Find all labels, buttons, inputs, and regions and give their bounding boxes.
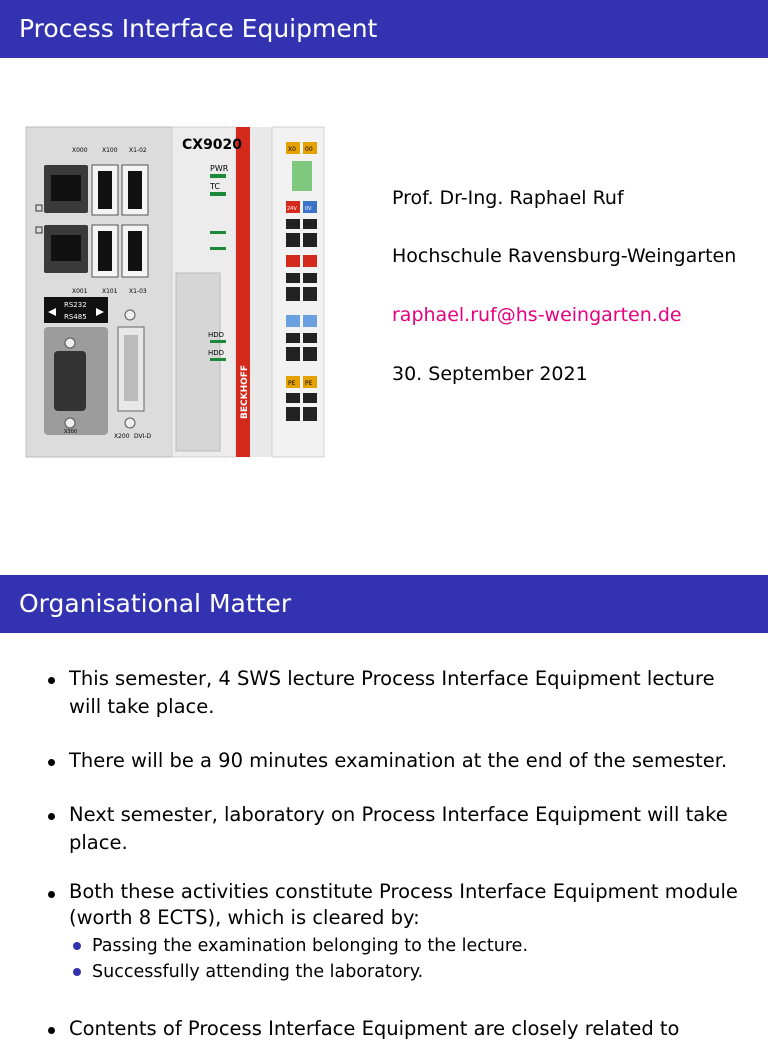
- bullet-text: Contents of Process Interface Equipment are closely related to: [69, 1017, 680, 1040]
- slide-title: Organisational Matter: [0, 575, 768, 633]
- sub-bullet-icon: [73, 942, 81, 950]
- bullet-text: Both these activities constitute Process Interface Equipment module (worth 8 ECTS), which is cleared by:: [69, 880, 738, 929]
- bullet-icon: [48, 1027, 55, 1034]
- label-x000: X000: [72, 147, 88, 154]
- plc-device-image: [26, 127, 324, 459]
- bullet-icon: [48, 813, 55, 820]
- label-x200: X200: [114, 433, 130, 440]
- brand-label: BECKHOFF: [240, 364, 250, 419]
- label-dvid: DVI-D: [134, 433, 152, 440]
- list-item: [46, 801, 752, 857]
- label-tc: TC: [210, 182, 221, 191]
- bullet-text: Next semester, laboratory on Process Interface Equipment will take place.: [69, 803, 728, 854]
- label-x103: X1-03: [129, 288, 147, 295]
- list-item: [46, 665, 752, 721]
- label-hdd-2: HDD: [208, 349, 225, 357]
- list-item: [46, 879, 752, 985]
- label-x100: X100: [102, 147, 118, 154]
- terminal-24v: 24V: [287, 206, 297, 212]
- sub-bullet-text: Passing the examination belonging to the lecture.: [92, 936, 529, 956]
- label-x102: X1-02: [129, 147, 147, 154]
- slide-title: Process Interface Equipment: [0, 0, 768, 58]
- label-rs485: RS485: [64, 313, 87, 321]
- bullet-text: There will be a 90 minutes examination at the end of the semester.: [69, 749, 728, 772]
- terminal-pe-2: PE: [305, 380, 313, 387]
- sub-bullet-list: [69, 933, 752, 985]
- list-item: [46, 747, 752, 775]
- label-pwr: PWR: [210, 164, 229, 173]
- bullet-icon: [48, 677, 55, 684]
- terminal-pe-1: PE: [288, 380, 296, 387]
- label-x001: X001: [72, 288, 88, 295]
- bullet-icon: [48, 759, 55, 766]
- bullet-list: [46, 665, 752, 1043]
- terminal-00: 00: [305, 146, 313, 153]
- institution-name: Hochschule Ravensburg-Weingarten: [392, 245, 737, 267]
- label-hdd-1: HDD: [208, 331, 225, 339]
- terminal-x0: X0: [288, 146, 296, 153]
- bullet-icon: [48, 891, 55, 898]
- sub-list-item: [69, 959, 752, 985]
- list-item: [46, 1015, 752, 1043]
- sub-list-item: [69, 933, 752, 959]
- organisational-slide: [0, 575, 768, 1040]
- author-name: Prof. Dr-Ing. Raphael Ruf: [392, 187, 624, 209]
- terminal-0v: 0V: [305, 206, 312, 212]
- author-email-link[interactable]: raphael.ruf@hs-weingarten.de: [392, 304, 682, 326]
- bullet-text: This semester, 4 SWS lecture Process Interface Equipment lecture will take place.: [69, 667, 715, 718]
- model-label: CX9020: [182, 137, 243, 153]
- sub-bullet-text: Successfully attending the laboratory.: [92, 962, 424, 982]
- sub-bullet-icon: [73, 968, 81, 976]
- presentation-date: 30. September 2021: [392, 363, 588, 385]
- label-x101: X101: [102, 288, 118, 295]
- label-rs232: RS232: [64, 301, 87, 309]
- label-x300: X300: [64, 429, 77, 435]
